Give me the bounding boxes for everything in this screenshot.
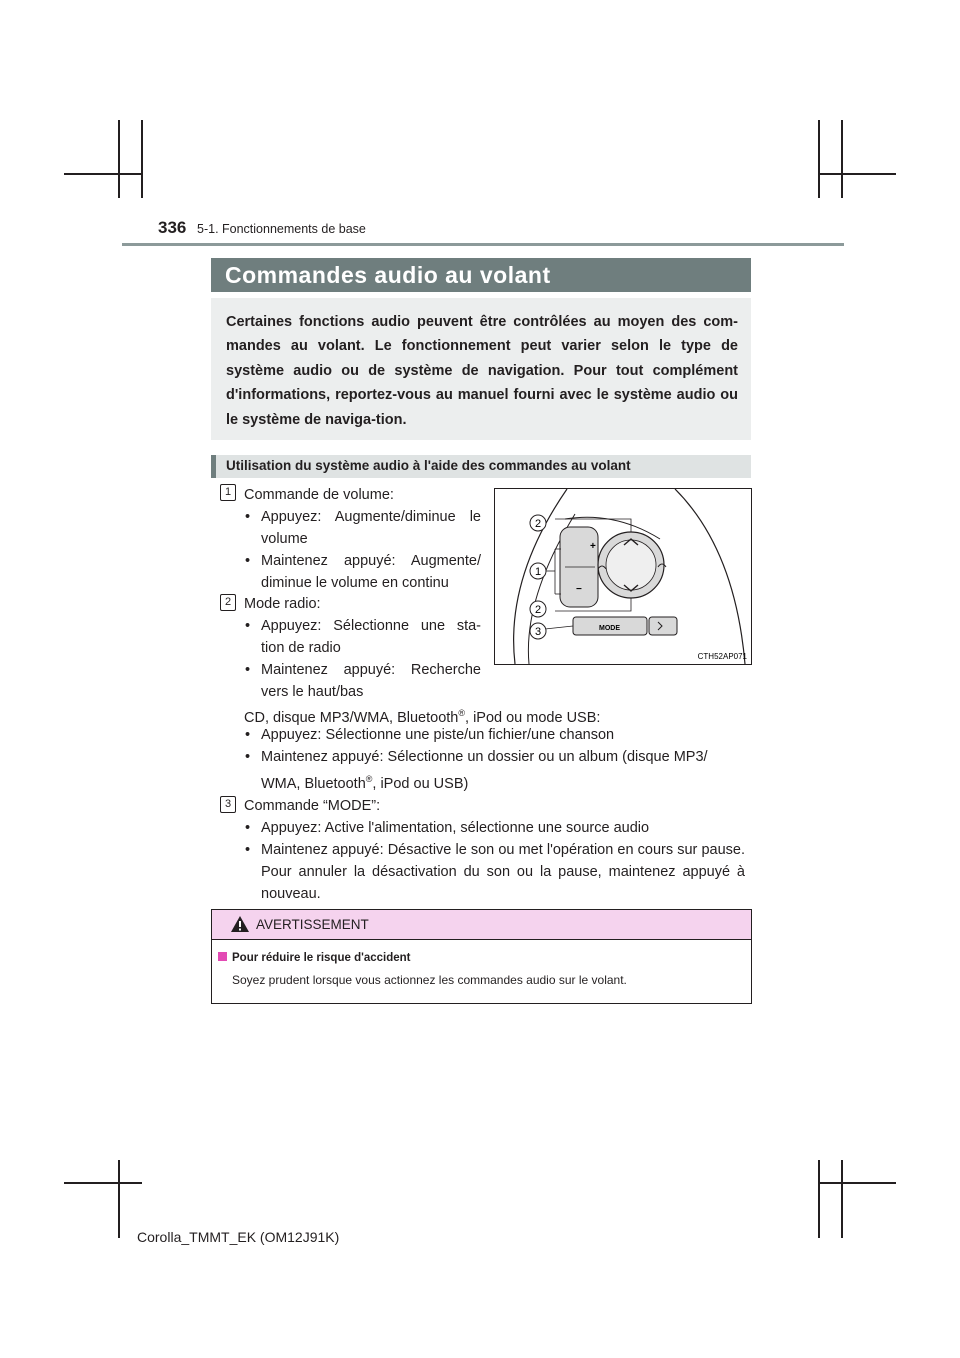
list-item xyxy=(245,506,481,550)
bullet-dot: • xyxy=(245,662,251,678)
warning-square-icon xyxy=(218,952,227,961)
list-item xyxy=(245,746,745,795)
crop-mark xyxy=(818,1182,896,1184)
callout-label: 2 xyxy=(534,604,542,616)
media-heading-text: , iPod ou mode USB: xyxy=(465,709,601,726)
registered-mark: ® xyxy=(458,708,466,718)
callout-label: 1 xyxy=(534,566,542,578)
list-item xyxy=(245,839,745,905)
bullet-text-part: , iPod ou USB) xyxy=(372,775,469,792)
list-item xyxy=(245,659,481,703)
item-heading-1: Commande de volume: xyxy=(244,487,394,503)
subheading: Utilisation du système audio à l'aide des commandes au volant xyxy=(226,458,631,473)
figure-code: CTH52AP071 xyxy=(697,652,747,661)
steering-wheel-figure xyxy=(494,488,752,665)
crop-mark xyxy=(64,1182,142,1184)
bullet-dot: • xyxy=(245,618,251,634)
bullet-dot: • xyxy=(245,749,251,765)
bullet-dot: • xyxy=(245,509,251,525)
warning-header xyxy=(212,910,751,940)
crop-mark xyxy=(818,1160,820,1238)
intro-box xyxy=(211,298,751,440)
list-item xyxy=(245,817,745,839)
crop-mark xyxy=(841,120,843,198)
plus-label: + xyxy=(590,541,596,552)
warning-box xyxy=(211,909,752,1004)
registered-mark: ® xyxy=(365,774,373,784)
item-marker-3: 3 xyxy=(220,796,236,813)
bullet-text: Appuyez: Active l'alimentation, sélectionne une source audio xyxy=(261,820,650,836)
minus-label: − xyxy=(576,584,582,595)
bullet-text: Appuyez: Augmente/diminue le volume xyxy=(261,509,481,547)
crop-mark xyxy=(64,173,142,175)
mode-button-label: MODE xyxy=(599,625,620,632)
item-heading-2: Mode radio: xyxy=(244,596,321,612)
title-bar xyxy=(211,258,751,292)
warning-label: AVERTISSEMENT xyxy=(256,917,369,932)
subheading-bar xyxy=(211,455,751,478)
page-title: Commandes audio au volant xyxy=(225,262,551,288)
item-marker-1: 1 xyxy=(220,484,236,501)
header-rule xyxy=(122,243,844,246)
item-marker-2: 2 xyxy=(220,594,236,611)
bullet-text: Maintenez appuyé: Augmente/ diminue le volume en continu xyxy=(261,553,481,591)
list-item xyxy=(245,724,745,746)
media-heading-text: CD, disque MP3/WMA, Bluetooth xyxy=(244,709,459,726)
footer-text: Corolla_TMMT_EK (OM12J91K) xyxy=(137,1229,340,1245)
list-item xyxy=(245,615,481,659)
item-heading-3: Commande “MODE”: xyxy=(244,798,381,814)
callout-label: 2 xyxy=(534,518,542,530)
warning-subtitle: Pour réduire le risque d'accident xyxy=(232,952,411,964)
bullet-text: Maintenez appuyé: Recherche vers le haut/bas xyxy=(261,662,481,700)
bullet-dot: • xyxy=(245,727,251,743)
bullet-text: Appuyez: Sélectionne une piste/un fichier/une chanson xyxy=(261,727,615,743)
crop-mark xyxy=(818,120,820,198)
crop-mark xyxy=(841,1160,843,1238)
crop-mark xyxy=(141,120,143,198)
page-number: 336 xyxy=(158,218,187,237)
bullet-text: Appuyez: Sélectionne une sta-tion de radio xyxy=(261,618,481,656)
list-item xyxy=(245,550,481,594)
bullet-dot: • xyxy=(245,842,251,858)
bullet-text-part: Maintenez appuyé: Sélectionne un dossier ou un album (disque MP3/ xyxy=(261,749,708,765)
intro-text: Certaines fonctions audio peuvent être contrôlées au moyen des com-mandes au volant. Le fonctionnement peut varier selon le type de système audio ou de système de navigation. Pour tout complément d'informations, reportez-vous au manuel fourni avec le système audio ou le système de naviga-tion. xyxy=(226,314,738,428)
warning-subtitle-row xyxy=(218,952,410,964)
crop-mark xyxy=(118,120,120,198)
warning-triangle-icon xyxy=(230,915,250,933)
bullet-dot: • xyxy=(245,553,251,569)
warning-body: Soyez prudent lorsque vous actionnez les commandes audio sur le volant. xyxy=(232,973,627,987)
callout-label: 3 xyxy=(534,626,542,638)
bullet-text-part: WMA, Bluetooth xyxy=(261,775,366,792)
crop-mark xyxy=(118,1160,120,1238)
bullet-text xyxy=(261,746,745,795)
bullet-text: Maintenez appuyé: Désactive le son ou met l'opération en cours sur pause. Pour annuler la désactivation du son ou la pause, maintenez appuyé à nouveau. xyxy=(261,842,745,902)
section-title: 5-1. Fonctionnements de base xyxy=(197,222,366,236)
steering-controls-illustration xyxy=(495,489,751,664)
crop-mark xyxy=(818,173,896,175)
bullet-dot: • xyxy=(245,820,251,836)
subheading-accent xyxy=(211,455,216,478)
